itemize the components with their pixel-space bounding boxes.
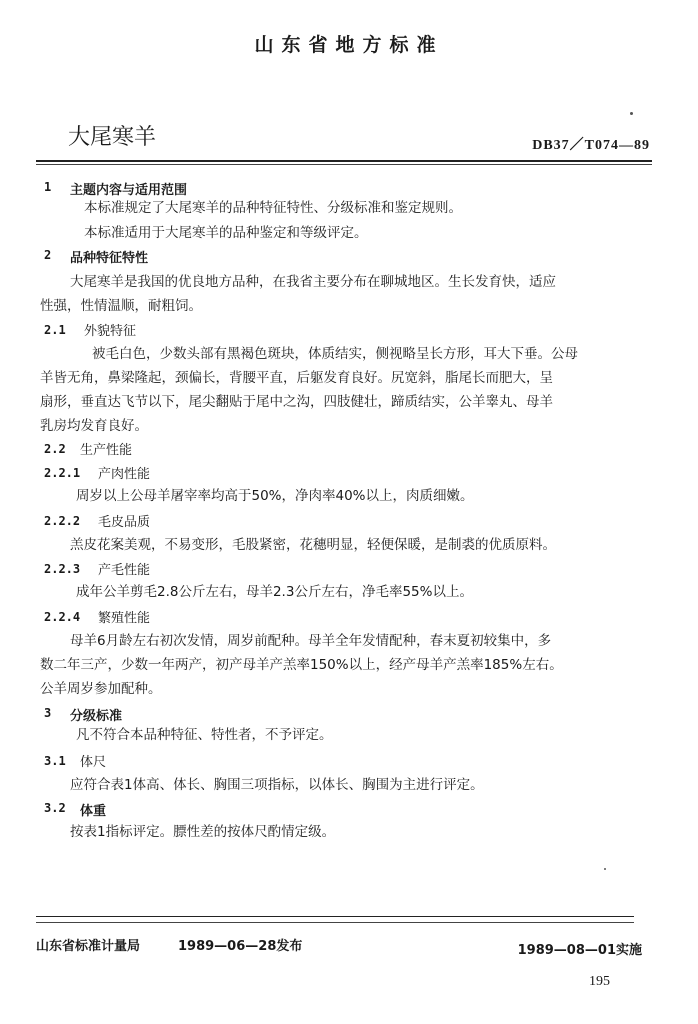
section-number: 2.2.1 bbox=[44, 466, 81, 480]
paragraph: 周岁以上公母羊屠宰率均高于50%，净肉率40%以上，肉质细嫩。 bbox=[76, 488, 474, 504]
issuer: 山东省标准计量局 bbox=[36, 939, 141, 954]
section-title: 体尺 bbox=[80, 755, 107, 770]
section-number: 2 bbox=[44, 248, 52, 262]
scan-speck bbox=[604, 868, 606, 870]
header-rule bbox=[36, 160, 652, 162]
paragraph: 本标准适用于大尾寒羊的品种鉴定和等级评定。 bbox=[84, 225, 368, 241]
paragraph: 应符合表1体高、体长、胸围三项指标，以体长、胸围为主进行评定。 bbox=[70, 777, 484, 793]
section-title: 品种特征特性 bbox=[70, 251, 149, 266]
footer-rule bbox=[36, 916, 634, 917]
section-number: 2.2.3 bbox=[44, 562, 81, 576]
section-number: 2.1 bbox=[44, 323, 66, 337]
section-title: 产毛性能 bbox=[98, 563, 151, 578]
section-number: 2.2.4 bbox=[44, 610, 81, 624]
section-number: 3.2 bbox=[44, 801, 66, 815]
paragraph-line: 数二年三产，少数一年两产，初产母羊产羔率150%以上，经产母羊产羔率185%左右。 bbox=[40, 657, 563, 673]
paragraph-line: 乳房均发育良好。 bbox=[40, 418, 148, 434]
paragraph-line: 公羊周岁参加配种。 bbox=[40, 681, 162, 697]
paragraph-line: 扇形，垂直达飞节以下，尾尖翻贴于尾中之沟，四肢健壮，蹄质结实，公羊睾丸、母羊 bbox=[40, 394, 553, 410]
scan-speck bbox=[630, 112, 633, 115]
paragraph-line: 性强，性情温顺，耐粗饲。 bbox=[40, 298, 202, 314]
section-title: 繁殖性能 bbox=[98, 611, 151, 626]
paragraph-line: 大尾寒羊是我国的优良地方品种，在我省主要分布在聊城地区。生长发育快，适应 bbox=[70, 274, 556, 290]
section-title: 分级标准 bbox=[70, 709, 123, 724]
paragraph: 羔皮花案美观，不易变形，毛股紧密，花穗明显，轻便保暖，是制裘的优质原料。 bbox=[70, 537, 556, 553]
paragraph: 凡不符合本品种特征、特性者，不予评定。 bbox=[76, 727, 333, 743]
effective-date: 1989—08—01实施 bbox=[517, 943, 642, 958]
section-title: 毛皮品质 bbox=[98, 515, 151, 530]
section-number: 2.2.2 bbox=[44, 514, 81, 528]
paragraph-line: 被毛白色，少数头部有黑褐色斑块，体质结实，侧视略呈长方形，耳大下垂。公母 bbox=[92, 346, 578, 362]
section-title: 外貌特征 bbox=[84, 324, 137, 339]
standard-code: DB37／T074—89 bbox=[532, 138, 650, 153]
section-title: 主题内容与适用范围 bbox=[70, 183, 188, 198]
standard-name: 大尾寒羊 bbox=[68, 125, 157, 150]
section-number: 2.2 bbox=[44, 442, 66, 456]
section-title: 生产性能 bbox=[80, 443, 133, 458]
section-number: 3 bbox=[44, 706, 52, 720]
paragraph-line: 母羊6月龄左右初次发情，周岁前配种。母羊全年发情配种，春末夏初较集中，多 bbox=[70, 633, 552, 649]
section-title: 产肉性能 bbox=[98, 467, 151, 482]
paragraph: 本标准规定了大尾寒羊的品种特征特性、分级标准和鉴定规则。 bbox=[84, 200, 462, 216]
section-number: 1 bbox=[44, 180, 52, 194]
paragraph: 按表1指标评定。膘性差的按体尺酌情定级。 bbox=[70, 824, 336, 840]
header-rule-thin bbox=[36, 164, 652, 165]
paragraph: 成年公羊剪毛2.8公斤左右，母羊2.3公斤左右，净毛率55%以上。 bbox=[76, 584, 473, 600]
paragraph-line: 羊皆无角，鼻梁隆起，颈偏长，背腰平直，后躯发育良好。尻宽斜，脂尾长而肥大，呈 bbox=[40, 370, 553, 386]
section-number: 3.1 bbox=[44, 754, 66, 768]
footer-rule-thin bbox=[36, 922, 634, 923]
issue-date: 1989—06—28发布 bbox=[178, 939, 303, 954]
page-number: 195 bbox=[589, 974, 610, 989]
header-title: 山东省地方标准 bbox=[254, 34, 444, 56]
section-title: 体重 bbox=[80, 804, 107, 819]
